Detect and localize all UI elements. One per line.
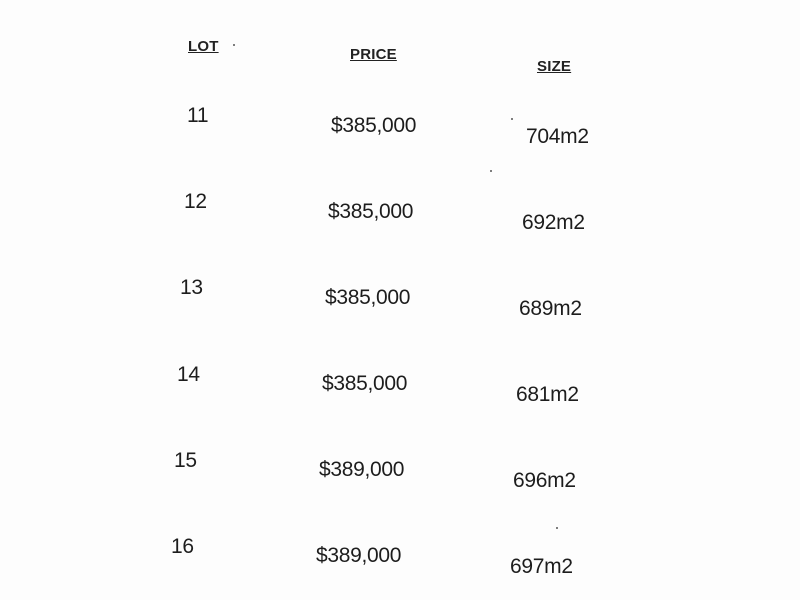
price-cell: $389,000 [319, 458, 405, 481]
size-cell: 696m2 [513, 469, 576, 492]
lot-cell: 11 [187, 104, 209, 127]
size-cell: 681m2 [516, 383, 579, 406]
price-cell: $385,000 [331, 114, 417, 137]
size-cell: 697m2 [510, 555, 573, 578]
scan-speck [511, 118, 513, 120]
price-cell: $385,000 [325, 286, 411, 309]
price-cell: $389,000 [316, 544, 402, 567]
scan-speck [233, 44, 235, 46]
price-cell: $385,000 [328, 200, 414, 223]
scan-speck [490, 170, 492, 172]
header-lot: LOT [188, 38, 219, 55]
lot-cell: 16 [171, 535, 194, 558]
lot-cell: 14 [177, 363, 200, 386]
size-cell: 689m2 [519, 297, 582, 320]
lot-cell: 13 [180, 276, 203, 299]
lot-cell: 12 [184, 190, 207, 213]
lot-cell: 15 [174, 449, 197, 472]
price-cell: $385,000 [322, 372, 408, 395]
scan-speck [556, 527, 558, 529]
size-cell: 704m2 [526, 125, 589, 148]
header-size: SIZE [537, 58, 572, 75]
size-cell: 692m2 [522, 211, 585, 234]
header-price: PRICE [350, 46, 397, 63]
